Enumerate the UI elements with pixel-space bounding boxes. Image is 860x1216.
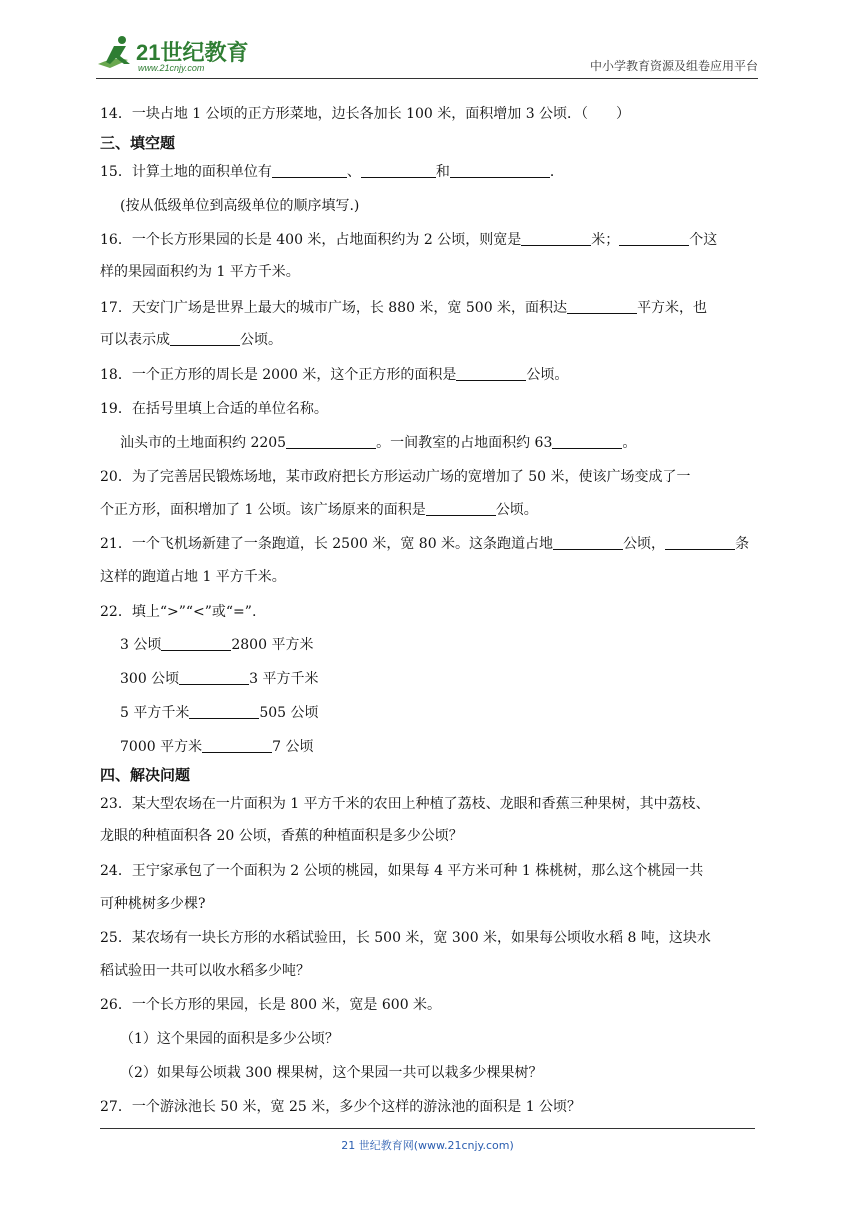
answer-blank[interactable] [665,535,735,550]
page-footer [100,1128,755,1152]
answer-blank[interactable] [189,704,259,719]
question-20-cont: 个正方形，面积增加了 1 公顷。该广场原来的面积是 公顷。 [100,502,538,518]
question-15: 15．计算土地的面积单位有 、 和 ． [100,164,564,180]
question-15-note: (按从低级单位到高级单位的顺序填写.) [120,198,360,214]
compare-row: 3 公顷 2800 平方米 [120,637,314,653]
page-header [96,30,758,79]
header-platform-text: 中小学教育资源及组卷应用平台 [589,59,758,73]
answer-blank[interactable] [202,738,272,753]
question-18: 18．一个正方形的周长是 2000 米，这个正方形的面积是 公顷。 [100,367,569,383]
footer-text[interactable]: 21 世纪教育网(www.21cnjy.com) [341,1139,514,1152]
question-19-cont: 汕头市的土地面积约 2205 。一间教室的占地面积约 63 。 [120,435,637,451]
question-16-cont: 样的果园面积约为 1 平方千米。 [100,264,300,280]
answer-blank[interactable] [450,163,550,178]
svg-text:21世纪教育: 21世纪教育 [136,40,249,65]
question-23-cont: 龙眼的种植面积各 20 公顷，香蕉的种植面积是多少公顷？ [100,828,463,844]
answer-blank[interactable] [272,163,347,178]
answer-blank[interactable] [521,231,591,246]
question-22: 22．填上“>”“<”或“=”. [100,604,257,620]
question-21-cont: 这样的跑道占地 1 平方千米。 [100,569,286,585]
question-26-part1: （1）这个果园的面积是多少公顷？ [120,1031,339,1047]
answer-blank[interactable] [161,636,231,651]
question-27: 27．一个游泳池长 50 米，宽 25 米，多少个这样的游泳池的面积是 1 公顷？ [100,1099,582,1115]
question-21: 21．一个飞机场新建了一条跑道，长 2500 米，宽 80 米。这条跑道占地 公顷， 条 [100,536,750,552]
question-17: 17．天安门广场是世界上最大的城市广场，长 880 米，宽 500 米，面积达 平方米，也 [100,300,708,316]
answer-blank[interactable] [361,163,436,178]
answer-blank[interactable] [552,434,622,449]
compare-row: 5 平方千米 505 公顷 [120,705,319,721]
answer-blank[interactable] [426,501,496,516]
question-26-part2: （2）如果每公顷栽 300 棵果树，这个果园一共可以栽多少棵果树？ [120,1065,543,1081]
compare-row: 7000 平方米 7 公顷 [120,739,314,755]
section-title-fill: 三、填空题 [100,134,176,152]
answer-blank[interactable] [456,366,526,381]
question-25-cont: 稻试验田一共可以收水稻多少吨？ [100,963,310,979]
answer-blank[interactable] [567,299,637,314]
question-26: 26．一个长方形的果园，长是 800 米，宽是 600 米。 [100,997,442,1013]
question-23: 23．某大型农场在一片面积为 1 平方千米的农田上种植了荔枝、龙眼和香蕉三种果树，其中荔枝、 [100,796,710,812]
answer-blank[interactable] [619,231,689,246]
answer-blank[interactable] [553,535,623,550]
question-24-cont: 可种桃树多少棵? [100,896,206,912]
question-25: 25．某农场有一块长方形的水稻试验田，长 500 米，宽 300 米，如果每公顷收水稻 8 吨，这块水 [100,930,711,946]
section-title-solve: 四、解决问题 [100,766,191,784]
question-24: 24．王宁家承包了一个面积为 2 公顷的桃园，如果每 4 平方米可种 1 株桃树，那么这个桃园一共 [100,863,704,879]
question-16: 16．一个长方形果园的长是 400 米，占地面积约为 2 公顷，则宽是 米； 个这 [100,232,718,248]
answer-blank[interactable] [286,434,376,449]
compare-row: 300 公顷 3 平方千米 [120,671,319,687]
answer-blank[interactable] [170,331,240,346]
svg-text:www.21cnjy.com: www.21cnjy.com [138,63,205,73]
question-19: 19．在括号里填上合适的单位名称。 [100,401,328,417]
answer-blank[interactable] [179,670,249,685]
logo [96,34,266,74]
question-14: 14．一块占地 1 公顷的正方形菜地，边长各加长 100 米，面积增加 3 公顷．（ ） [100,106,631,122]
question-20: 20．为了完善居民锻炼场地，某市政府把长方形运动广场的宽增加了 50 米，使该广场变成了一 [100,469,691,485]
question-17-cont: 可以表示成 公顷。 [100,332,282,348]
